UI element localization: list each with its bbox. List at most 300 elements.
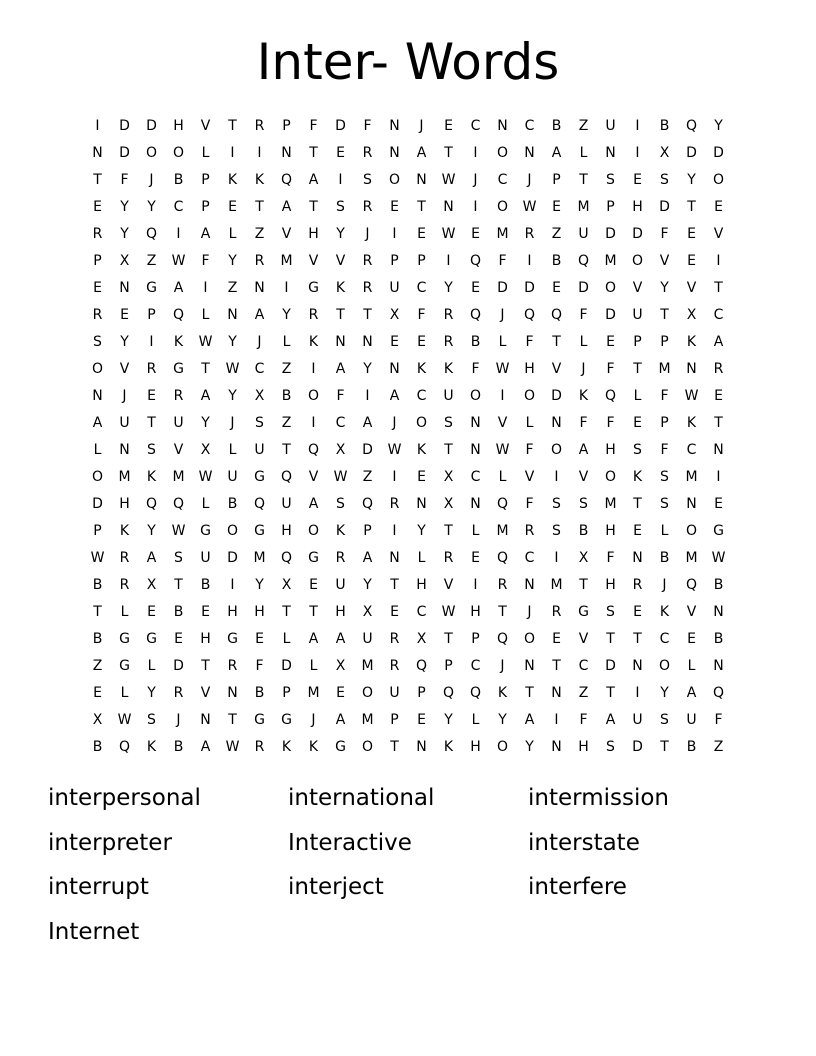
grid-letter: F: [579, 711, 588, 728]
grid-letter: N: [416, 171, 427, 188]
grid-letter: O: [469, 387, 482, 404]
grid-letter: E: [471, 225, 480, 242]
grid-letter: R: [362, 144, 373, 161]
grid-letter: F: [606, 360, 615, 377]
grid-letter: C: [470, 468, 481, 485]
grid-letter: K: [686, 333, 697, 350]
grid-letter: I: [635, 144, 640, 161]
grid-letter: G: [713, 522, 724, 539]
grid-letter: C: [335, 414, 346, 431]
grid-letter: F: [471, 360, 480, 377]
grid-letter: R: [92, 306, 103, 323]
grid-letter: T: [255, 198, 264, 215]
word-list-row: [48, 865, 768, 910]
grid-letter: N: [686, 495, 697, 512]
grid-letter: J: [149, 171, 154, 188]
grid-letter: V: [281, 225, 292, 242]
grid-letter: T: [633, 630, 642, 647]
grid-letter: C: [497, 171, 508, 188]
grid-letter: B: [173, 171, 184, 188]
grid-letter: K: [308, 738, 319, 755]
word-list-item: intermission: [528, 785, 669, 812]
grid-letter: L: [471, 711, 480, 728]
grid-letter: A: [551, 144, 562, 161]
grid-letter: I: [203, 279, 208, 296]
grid-letter: X: [686, 306, 697, 323]
grid-letter: R: [362, 198, 373, 215]
grid-letter: X: [443, 495, 454, 512]
grid-letter: T: [714, 279, 723, 296]
grid-letter: K: [119, 522, 130, 539]
grid-letter: A: [713, 333, 724, 350]
grid-letter: T: [579, 171, 588, 188]
grid-row: [84, 544, 732, 571]
grid-letter: Q: [280, 549, 293, 566]
grid-letter: T: [552, 657, 561, 674]
grid-letter: S: [147, 711, 156, 728]
grid-letter: S: [336, 198, 345, 215]
grid-letter: P: [552, 171, 561, 188]
grid-letter: R: [362, 279, 373, 296]
grid-letter: B: [173, 603, 184, 620]
grid-letter: R: [335, 549, 346, 566]
grid-letter: H: [524, 360, 535, 377]
grid-letter: J: [257, 333, 262, 350]
grid-letter: E: [120, 306, 129, 323]
grid-letter: N: [686, 360, 697, 377]
grid-letter: N: [713, 657, 724, 674]
grid-letter: E: [552, 198, 561, 215]
grid-letter: V: [173, 441, 184, 458]
grid-letter: C: [713, 306, 724, 323]
grid-letter: J: [581, 360, 586, 377]
grid-letter: S: [363, 171, 372, 188]
grid-letter: U: [443, 387, 454, 404]
grid-letter: S: [660, 711, 669, 728]
grid-letter: P: [282, 684, 291, 701]
grid-letter: E: [633, 522, 642, 539]
grid-row: [84, 274, 732, 301]
grid-letter: R: [389, 657, 400, 674]
grid-letter: Q: [172, 306, 185, 323]
grid-letter: M: [577, 198, 590, 215]
grid-letter: W: [441, 225, 456, 242]
grid-letter: B: [686, 738, 697, 755]
grid-letter: Y: [147, 522, 156, 539]
grid-letter: J: [365, 225, 370, 242]
grid-letter: X: [416, 630, 427, 647]
letter-grid: [84, 112, 732, 760]
grid-letter: I: [230, 576, 235, 593]
grid-letter: T: [579, 576, 588, 593]
grid-letter: G: [254, 468, 265, 485]
grid-letter: F: [255, 657, 264, 674]
grid-letter: I: [311, 414, 316, 431]
grid-letter: I: [149, 333, 154, 350]
grid-letter: F: [201, 252, 210, 269]
grid-letter: N: [227, 684, 238, 701]
grid-letter: A: [308, 171, 319, 188]
grid-letter: Y: [444, 711, 453, 728]
grid-letter: A: [389, 387, 400, 404]
grid-letter: G: [308, 549, 319, 566]
grid-row: [84, 328, 732, 355]
grid-letter: Q: [496, 495, 509, 512]
grid-letter: P: [633, 333, 642, 350]
grid-letter: P: [444, 657, 453, 674]
grid-letter: A: [335, 711, 346, 728]
grid-letter: A: [578, 441, 589, 458]
grid-letter: D: [686, 144, 697, 161]
grid-letter: E: [417, 225, 426, 242]
grid-letter: T: [444, 630, 453, 647]
grid-letter: X: [389, 306, 400, 323]
grid-letter: F: [336, 387, 345, 404]
grid-letter: L: [417, 549, 426, 566]
grid-letter: P: [282, 117, 291, 134]
grid-letter: B: [92, 738, 103, 755]
grid-letter: C: [173, 198, 184, 215]
grid-letter: E: [606, 333, 615, 350]
grid-letter: S: [93, 333, 102, 350]
grid-letter: G: [119, 657, 130, 674]
grid-row: [84, 112, 732, 139]
grid-letter: N: [551, 414, 562, 431]
grid-letter: R: [227, 657, 238, 674]
grid-letter: J: [230, 414, 235, 431]
grid-letter: E: [687, 252, 696, 269]
grid-letter: A: [308, 495, 319, 512]
grid-letter: C: [470, 657, 481, 674]
grid-letter: E: [714, 387, 723, 404]
grid-letter: G: [308, 279, 319, 296]
grid-letter: Q: [145, 495, 158, 512]
grid-letter: M: [496, 522, 509, 539]
grid-letter: G: [200, 522, 211, 539]
grid-letter: Z: [92, 657, 103, 674]
grid-letter: F: [579, 414, 588, 431]
grid-letter: U: [335, 576, 346, 593]
grid-letter: F: [120, 171, 129, 188]
grid-letter: Z: [362, 468, 373, 485]
grid-row: [84, 382, 732, 409]
grid-letter: N: [389, 117, 400, 134]
grid-letter: W: [171, 252, 186, 269]
grid-letter: V: [308, 468, 319, 485]
grid-letter: H: [632, 198, 643, 215]
puzzle-title: Inter- Words: [256, 33, 560, 91]
grid-letter: J: [662, 576, 667, 593]
grid-letter: T: [228, 711, 237, 728]
grid-letter: T: [444, 144, 453, 161]
grid-letter: E: [417, 333, 426, 350]
grid-letter: I: [446, 252, 451, 269]
grid-letter: Y: [147, 198, 156, 215]
grid-letter: T: [660, 306, 669, 323]
grid-letter: L: [309, 657, 318, 674]
grid-letter: B: [254, 684, 265, 701]
grid-letter: U: [632, 306, 643, 323]
grid-letter: S: [606, 171, 615, 188]
grid-letter: K: [686, 414, 697, 431]
word-list: [48, 776, 768, 954]
grid-letter: R: [524, 225, 535, 242]
grid-letter: A: [254, 306, 265, 323]
grid-letter: D: [605, 306, 616, 323]
grid-letter: Q: [604, 387, 617, 404]
grid-letter: E: [93, 684, 102, 701]
word-list-item: interstate: [528, 829, 640, 856]
grid-letter: N: [119, 279, 130, 296]
grid-letter: E: [687, 630, 696, 647]
grid-letter: E: [471, 279, 480, 296]
grid-letter: V: [308, 252, 319, 269]
grid-letter: O: [712, 171, 725, 188]
grid-letter: Y: [228, 252, 237, 269]
grid-letter: J: [527, 171, 532, 188]
grid-letter: Q: [280, 171, 293, 188]
grid-letter: E: [309, 576, 318, 593]
grid-letter: G: [173, 360, 184, 377]
grid-letter: Y: [525, 738, 534, 755]
grid-letter: K: [146, 468, 157, 485]
grid-letter: E: [417, 468, 426, 485]
grid-letter: I: [473, 144, 478, 161]
grid-letter: Q: [172, 495, 185, 512]
grid-letter: G: [146, 279, 157, 296]
grid-letter: P: [390, 252, 399, 269]
grid-letter: N: [551, 684, 562, 701]
grid-letter: Z: [254, 225, 265, 242]
grid-letter: H: [470, 738, 481, 755]
grid-letter: P: [93, 522, 102, 539]
grid-letter: N: [389, 549, 400, 566]
grid-letter: D: [605, 657, 616, 674]
grid-letter: X: [362, 603, 373, 620]
grid-letter: O: [550, 441, 563, 458]
grid-letter: D: [119, 144, 130, 161]
grid-letter: U: [173, 414, 184, 431]
word-list-item: Interactive: [288, 829, 412, 856]
grid-letter: E: [417, 711, 426, 728]
grid-letter: W: [225, 360, 240, 377]
grid-letter: E: [390, 198, 399, 215]
grid-letter: P: [390, 711, 399, 728]
grid-letter: D: [578, 279, 589, 296]
grid-letter: L: [498, 468, 507, 485]
grid-letter: Q: [712, 684, 725, 701]
grid-letter: V: [551, 360, 562, 377]
grid-row: [84, 733, 732, 760]
grid-letter: K: [308, 333, 319, 350]
grid-letter: O: [604, 279, 617, 296]
grid-letter: H: [335, 603, 346, 620]
grid-letter: S: [606, 738, 615, 755]
grid-letter: T: [201, 360, 210, 377]
grid-letter: M: [550, 576, 563, 593]
grid-row: [84, 247, 732, 274]
grid-letter: O: [91, 468, 104, 485]
grid-letter: C: [254, 360, 265, 377]
grid-letter: C: [578, 657, 589, 674]
grid-letter: A: [92, 414, 103, 431]
word-list-row: [48, 910, 768, 955]
grid-row: [84, 409, 732, 436]
grid-letter: U: [281, 495, 292, 512]
grid-letter: Q: [469, 684, 482, 701]
grid-letter: R: [254, 252, 265, 269]
word-list-row: [48, 821, 768, 866]
grid-letter: A: [200, 225, 211, 242]
grid-letter: N: [713, 603, 724, 620]
grid-letter: W: [441, 171, 456, 188]
grid-row: [84, 571, 732, 598]
grid-letter: Z: [146, 252, 157, 269]
grid-letter: Z: [578, 117, 589, 134]
grid-letter: P: [93, 252, 102, 269]
grid-letter: Y: [417, 522, 426, 539]
grid-letter: O: [685, 522, 698, 539]
grid-letter: F: [714, 711, 723, 728]
grid-letter: Y: [363, 576, 372, 593]
grid-letter: J: [392, 414, 397, 431]
grid-letter: T: [606, 684, 615, 701]
grid-letter: W: [684, 387, 699, 404]
grid-letter: N: [497, 117, 508, 134]
grid-letter: V: [200, 117, 211, 134]
grid-letter: O: [523, 387, 536, 404]
grid-letter: N: [92, 144, 103, 161]
grid-letter: O: [658, 657, 671, 674]
grid-letter: N: [389, 360, 400, 377]
grid-letter: X: [659, 144, 670, 161]
grid-letter: O: [604, 468, 617, 485]
grid-letter: J: [419, 117, 424, 134]
grid-letter: I: [338, 171, 343, 188]
grid-letter: L: [120, 684, 129, 701]
grid-letter: N: [632, 549, 643, 566]
grid-letter: X: [443, 468, 454, 485]
grid-letter: F: [660, 387, 669, 404]
grid-letter: B: [92, 630, 103, 647]
grid-letter: D: [92, 495, 103, 512]
grid-letter: V: [713, 225, 724, 242]
grid-letter: S: [255, 414, 264, 431]
grid-letter: G: [146, 630, 157, 647]
grid-letter: P: [147, 306, 156, 323]
grid-letter: Z: [281, 360, 292, 377]
grid-letter: F: [417, 306, 426, 323]
grid-letter: X: [335, 657, 346, 674]
grid-letter: P: [660, 414, 669, 431]
grid-letter: O: [496, 198, 509, 215]
grid-letter: M: [604, 252, 617, 269]
grid-letter: R: [389, 495, 400, 512]
grid-letter: I: [230, 144, 235, 161]
grid-letter: P: [363, 522, 372, 539]
grid-letter: Q: [442, 684, 455, 701]
grid-letter: L: [228, 441, 237, 458]
grid-letter: J: [527, 603, 532, 620]
grid-letter: I: [716, 252, 721, 269]
grid-letter: M: [253, 549, 266, 566]
grid-letter: B: [551, 117, 562, 134]
grid-letter: T: [633, 495, 642, 512]
grid-letter: Y: [228, 387, 237, 404]
grid-letter: E: [255, 630, 264, 647]
grid-letter: L: [687, 657, 696, 674]
grid-letter: N: [416, 738, 427, 755]
grid-letter: A: [308, 630, 319, 647]
grid-letter: E: [174, 630, 183, 647]
grid-letter: Z: [227, 279, 238, 296]
grid-letter: S: [660, 495, 669, 512]
grid-letter: I: [257, 144, 262, 161]
grid-letter: B: [92, 576, 103, 593]
grid-letter: T: [282, 603, 291, 620]
grid-letter: R: [92, 225, 103, 242]
grid-letter: F: [660, 225, 669, 242]
grid-letter: D: [659, 198, 670, 215]
grid-letter: V: [686, 279, 697, 296]
grid-letter: P: [417, 684, 426, 701]
grid-letter: B: [578, 522, 589, 539]
grid-letter: I: [527, 252, 532, 269]
grid-letter: A: [362, 414, 373, 431]
word-list-item: interrupt: [48, 874, 149, 901]
grid-letter: T: [606, 630, 615, 647]
grid-letter: E: [633, 171, 642, 188]
grid-letter: T: [309, 198, 318, 215]
grid-letter: R: [119, 576, 130, 593]
grid-letter: J: [500, 657, 505, 674]
grid-letter: Z: [281, 414, 292, 431]
grid-letter: Q: [415, 657, 428, 674]
grid-letter: L: [471, 522, 480, 539]
grid-letter: W: [333, 468, 348, 485]
grid-letter: D: [497, 279, 508, 296]
grid-letter: M: [361, 657, 374, 674]
grid-letter: P: [417, 252, 426, 269]
grid-letter: K: [146, 738, 157, 755]
grid-letter: J: [500, 306, 505, 323]
grid-letter: A: [200, 387, 211, 404]
word-list-item: interpreter: [48, 829, 172, 856]
grid-letter: D: [713, 144, 724, 161]
grid-letter: R: [713, 360, 724, 377]
grid-letter: R: [173, 684, 184, 701]
grid-letter: Z: [551, 225, 562, 242]
grid-letter: I: [392, 468, 397, 485]
grid-letter: X: [92, 711, 103, 728]
grid-letter: N: [92, 387, 103, 404]
grid-letter: M: [496, 225, 509, 242]
grid-letter: U: [362, 630, 373, 647]
grid-letter: P: [471, 630, 480, 647]
grid-letter: S: [579, 495, 588, 512]
grid-letter: V: [524, 468, 535, 485]
grid-letter: U: [254, 441, 265, 458]
grid-letter: D: [605, 225, 616, 242]
grid-letter: R: [119, 549, 130, 566]
grid-letter: A: [335, 630, 346, 647]
grid-letter: S: [147, 441, 156, 458]
grid-letter: T: [687, 198, 696, 215]
grid-letter: W: [117, 711, 132, 728]
grid-row: [84, 490, 732, 517]
grid-letter: Z: [713, 738, 724, 755]
grid-letter: L: [201, 306, 210, 323]
